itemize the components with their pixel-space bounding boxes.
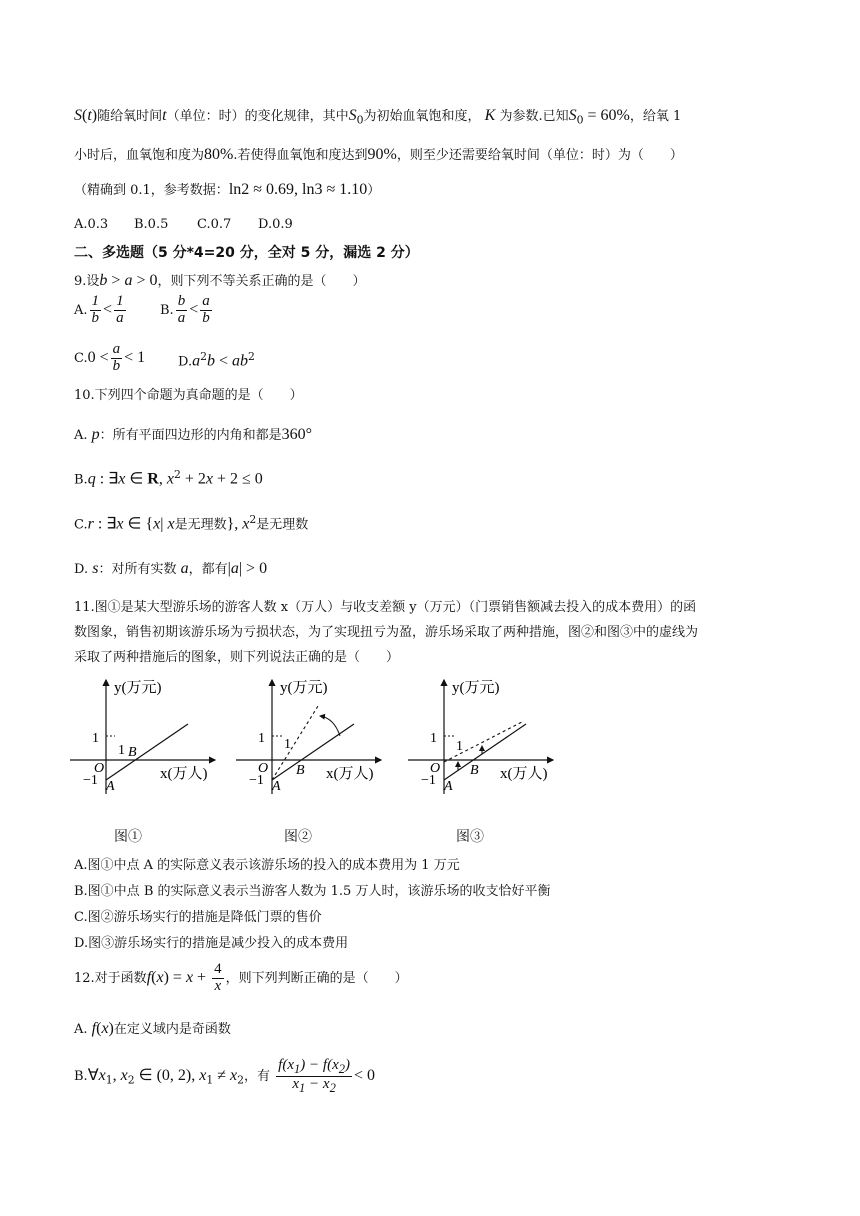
axis-x-label: x(万人): [326, 766, 374, 782]
q11-line2: 数图象，销售初期该游乐场为亏损状态，为了实现扭亏为盈，游乐场采取了两种措施，图②和图③中的虚线为: [74, 625, 699, 640]
q11-option-c[interactable]: C.图②游乐场实行的措施是降低门票的售价: [74, 910, 322, 925]
figure-1-label: 图①: [114, 829, 142, 845]
q10-option-a[interactable]: A. p：所有平面四边形的内角和都是360°: [74, 426, 313, 443]
q10-option-b[interactable]: B.q : ∃x ∈ R, $x^2 + 2x + 2 \le 0$: [74, 468, 263, 488]
q8-option-c[interactable]: C.0.7: [197, 217, 232, 232]
q10-option-c[interactable]: C.r : ∃x ∈ {x| x是无理数}, $x^2$是无理数: [74, 513, 309, 533]
tick-1-x: 1: [456, 739, 463, 754]
figure-1-graph: [70, 676, 220, 796]
tick-1-x: 1: [284, 737, 291, 752]
q10-stem: 10.下列四个命题为真命题的是（ ）: [74, 388, 303, 403]
point-b-label: B: [296, 763, 305, 778]
tick-minus1: −1: [421, 773, 436, 788]
q11-option-d[interactable]: D.图③游乐场实行的措施是减少投入的成本费用: [74, 936, 349, 951]
q9-option-b[interactable]: B. $\frac{b}{a}$ < $\frac{a}{b}$: [160, 293, 210, 326]
q12-stem: 12.对于函数f(x) = x + $\frac{4}{x}$ ，则下列判断正确的是（ ）: [74, 961, 408, 994]
q8-line1: S(t)随给氧时间t（单位：时）的变化规律，其中$S_0$为初始血氧饱和度， K 为参数.已知$S_0 = 60\%$，给氧 1: [74, 107, 682, 127]
axis-y-label: y(万元): [280, 680, 328, 696]
q8-option-b[interactable]: B.0.5: [134, 217, 169, 232]
q8-option-d[interactable]: D.0.9: [258, 217, 293, 232]
point-b-label: B: [128, 745, 137, 760]
tick-minus1: −1: [249, 773, 264, 788]
tick-1-x: 1: [118, 743, 125, 758]
q11-line3: 采取了两种措施后的图象，则下列说法正确的是（ ）: [74, 650, 400, 665]
q12-option-a[interactable]: A. f(x)在定义域内是奇函数: [74, 1020, 231, 1037]
q8-option-a[interactable]: A.0.3: [74, 217, 109, 232]
q10-option-d[interactable]: D. s：对所有实数 a，都有|a| > 0: [74, 560, 268, 577]
point-a-label: A: [444, 779, 453, 794]
q11-line1: 11.图①是某大型游乐场的游客人数 x（万人）与收支差额 y（万元）（门票销售额减去投入的成本费用）的函: [74, 600, 697, 615]
figure-2-graph: [236, 676, 386, 796]
section-2-heading: 二、多选题（5 分*4=20 分，全对 5 分，漏选 2 分）: [74, 245, 419, 261]
point-a-label: A: [106, 779, 115, 794]
axis-y-label: y(万元): [452, 680, 500, 696]
figure-2-label: 图②: [284, 829, 312, 845]
origin-label: O: [430, 761, 441, 776]
q9-stem: 9.设b > a > 0，则下列不等关系正确的是（ ）: [74, 272, 366, 289]
figure-3-label: 图③: [456, 829, 484, 845]
origin-label: O: [258, 761, 269, 776]
tick-minus1: −1: [83, 773, 98, 788]
tick-1-y: 1: [92, 731, 99, 746]
axis-x-label: x(万人): [160, 766, 208, 782]
q9-option-d[interactable]: $D.a^2b < ab^2$: [178, 350, 255, 370]
q11-option-b[interactable]: B.图①中点 B 的实际意义表示当游客人数为 1.5 万人时，该游乐场的收支恰好平衡: [74, 884, 551, 899]
q9-option-a[interactable]: A. $\frac{1}{b}$ < $\frac{1}{a}$: [74, 293, 124, 326]
q8-line2: 小时后，血氧饱和度为80%.若使得血氧饱和度达到90%，则至少还需要给氧时间（单位：时）为（ ）: [74, 146, 683, 163]
q12-option-b[interactable]: $B.\forall x_1$, $x_2$ ∈ (0, 2), $x_1 \ne x_2$，有 $\frac{f(x_1) - f(x_2)}{x_1 - x_2}$ < 0: [74, 1057, 376, 1096]
q9-option-c[interactable]: C.0 < $\frac{a}{b}$ < 1: [74, 341, 146, 374]
axis-x-label: x(万人): [500, 766, 548, 782]
point-a-label: A: [272, 779, 281, 794]
origin-label: O: [94, 761, 105, 776]
tick-1-y: 1: [258, 731, 265, 746]
tick-1-y: 1: [430, 731, 437, 746]
axis-y-label: y(万元): [114, 680, 162, 696]
q11-option-a[interactable]: A.图①中点 A 的实际意义表示该游乐场的投入的成本费用为 1 万元: [74, 858, 460, 873]
q8-line3: （精确到 0.1，参考数据：ln2 ≈ 0.69, ln3 ≈ 1.10）: [74, 181, 381, 198]
figure-3-graph: [408, 676, 558, 796]
point-b-label: B: [470, 763, 479, 778]
